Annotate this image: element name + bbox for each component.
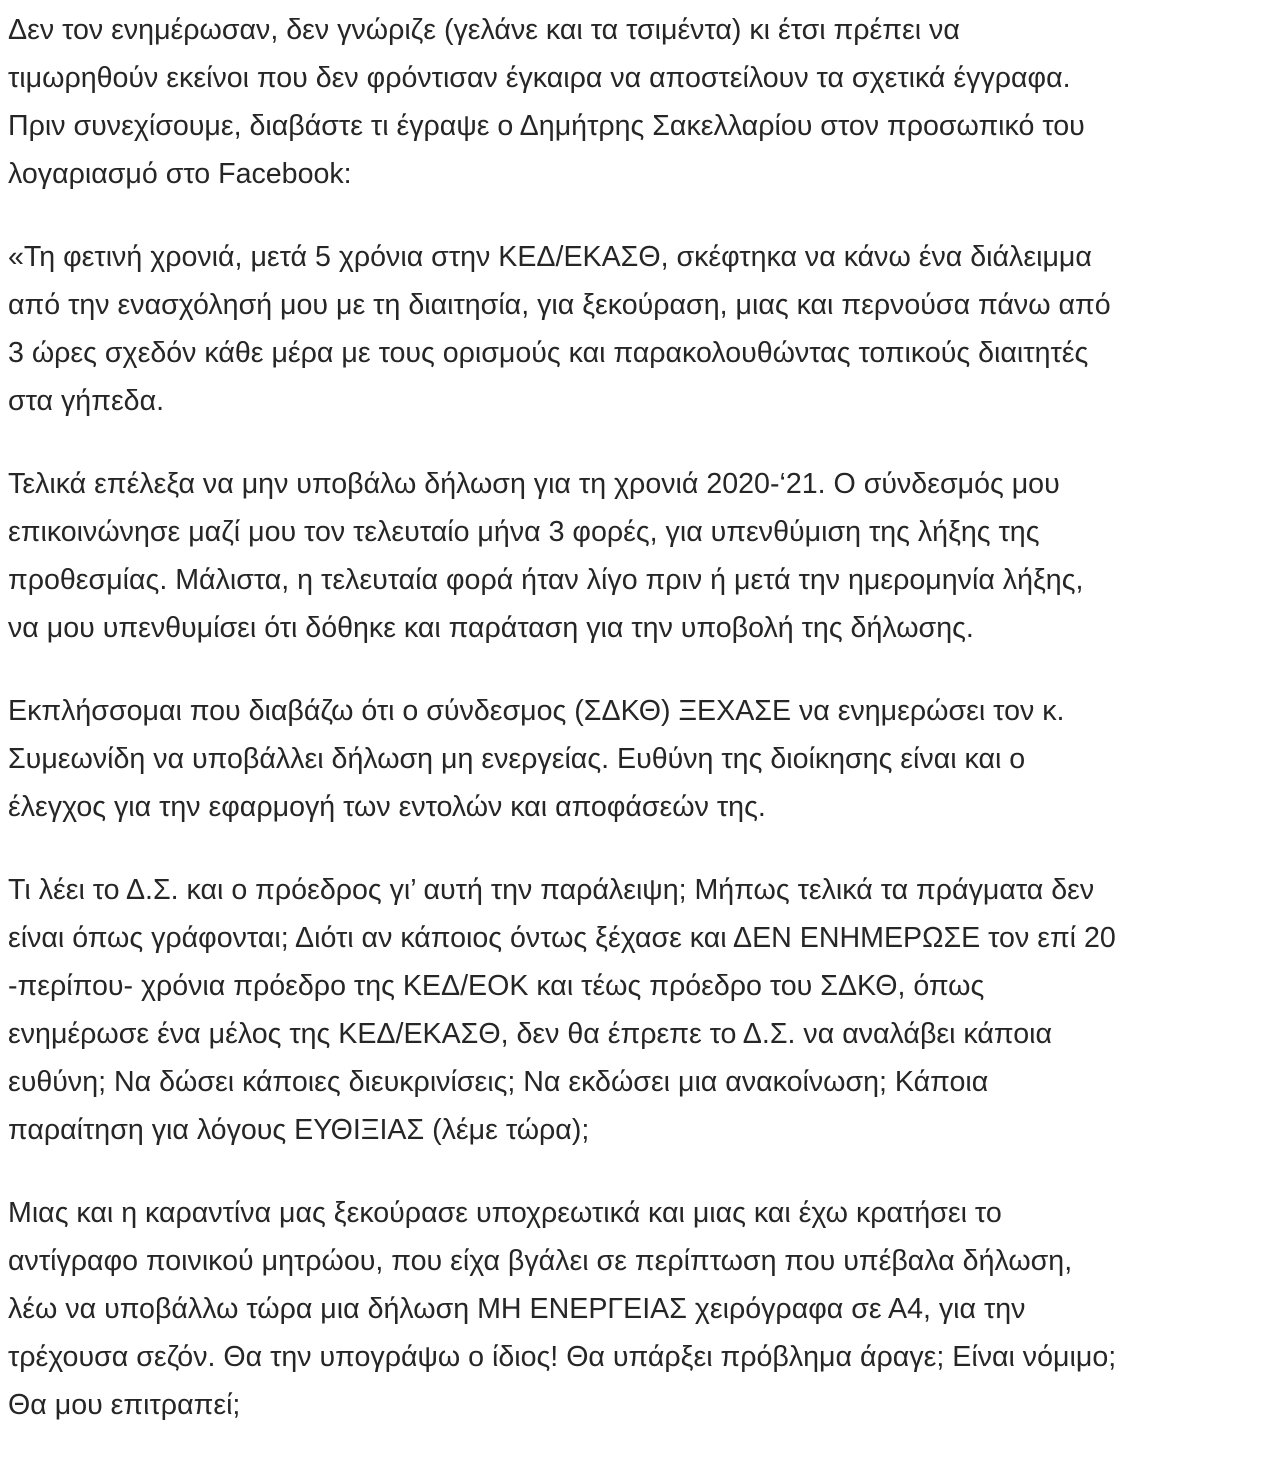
text-line: τιμωρηθούν εκείνοι που δεν φρόντισαν έγκαιρα να αποστείλουν τα σχετικά έγγραφα.	[8, 62, 1071, 94]
paragraph-declaration	[8, 460, 1270, 652]
text-line: αντίγραφο ποινικού μητρώου, που είχα βγάλει σε περίπτωση που υπέβαλα δήλωση,	[8, 1245, 1073, 1277]
text-line: Θα μου επιτραπεί;	[8, 1389, 241, 1421]
text-line: Μιας και η καραντίνα μας ξεκούρασε υποχρεωτικά και μιας και έχω κρατήσει το	[8, 1197, 1002, 1229]
paragraph-quarantine	[8, 1189, 1270, 1429]
text-line: Πριν συνεχίσουμε, διαβάστε τι έγραψε ο Δημήτρης Σακελλαρίου στον προσωπικό του	[8, 110, 1085, 142]
text-line: ευθύνη; Να δώσει κάποιες διευκρινίσεις; Να εκδώσει μια ανακοίνωση; Κάποια	[8, 1066, 989, 1098]
text-line: επικοινώνησε μαζί μου τον τελευταίο μήνα 3 φορές, για υπενθύμιση της λήξης της	[8, 516, 1040, 548]
text-line: Τελικά επέλεξα να μην υποβάλω δήλωση για τη χρονιά 2020-‘21. Ο σύνδεσμός μου	[8, 468, 1060, 500]
text-line: προθεσμίας. Μάλιστα, η τελευταία φορά ήταν λίγο πριν ή μετά την ημερομηνία λήξης,	[8, 564, 1084, 596]
text-line: ενημέρωσε ένα μέλος της ΚΕΔ/ΕΚΑΣΘ, δεν θα έπρεπε το Δ.Σ. να αναλάβει κάποια	[8, 1018, 1053, 1050]
text-line: είναι όπως γράφονται; Διότι αν κάποιος όντως ξέχασε και ΔΕΝ ΕΝΗΜΕΡΩΣΕ τον επί 20	[8, 922, 1116, 954]
text-line: 3 ώρες σχεδόν κάθε μέρα με τους ορισμούς και παρακολουθώντας τοπικούς διαιτητές	[8, 337, 1089, 369]
text-line: Δεν τον ενημέρωσαν, δεν γνώριζε (γελάνε και τα τσιμέντα) κι έτσι πρέπει να	[8, 14, 960, 46]
paragraph-surprise	[8, 687, 1270, 831]
text-line: τρέχουσα σεζόν. Θα την υπογράψω ο ίδιος! Θα υπάρξει πρόβλημα άραγε; Είναι νόμιμο;	[8, 1341, 1117, 1373]
text-line: να μου υπενθυμίσει ότι δόθηκε και παράταση για την υποβολή της δήλωσης.	[8, 612, 974, 644]
text-line: «Τη φετινή χρονιά, μετά 5 χρόνια στην ΚΕΔ/ΕΚΑΣΘ, σκέφτηκα να κάνω ένα διάλειμμα	[8, 241, 1092, 273]
text-line: έλεγχος για την εφαρμογή των εντολών και αποφάσεών της.	[8, 791, 766, 823]
text-line: Εκπλήσσομαι που διαβάζω ότι ο σύνδεσμος (ΣΔΚΘ) ΞΕΧΑΣΕ να ενημερώσει τον κ.	[8, 695, 1065, 727]
text-line: λογαριασμό στο Facebook:	[8, 158, 352, 190]
paragraph-quote-start	[8, 233, 1270, 425]
article-body	[8, 6, 1270, 1464]
paragraph-intro	[8, 6, 1270, 198]
text-line: από την ενασχόλησή μου με τη διαιτησία, για ξεκούραση, μιας και περνούσα πάνω από	[8, 289, 1111, 321]
text-line: -περίπου- χρόνια πρόεδρο της ΚΕΔ/ΕΟΚ και τέως πρόεδρο του ΣΔΚΘ, όπως	[8, 970, 985, 1002]
text-line: Τι λέει το Δ.Σ. και ο πρόεδρος γι’ αυτή την παράλειψη; Μήπως τελικά τα πράγματα δεν	[8, 874, 1095, 906]
text-line: λέω να υποβάλλω τώρα μια δήλωση ΜΗ ΕΝΕΡΓΕΙΑΣ χειρόγραφα σε Α4, για την	[8, 1293, 1026, 1325]
paragraph-questions	[8, 866, 1270, 1154]
text-line: στα γήπεδα.	[8, 385, 165, 417]
text-line: Συμεωνίδη να υποβάλλει δήλωση μη ενεργείας. Ευθύνη της διοίκησης είναι και ο	[8, 743, 1026, 775]
text-line: παραίτηση για λόγους ΕΥΘΙΞΙΑΣ (λέμε τώρα);	[8, 1114, 590, 1146]
